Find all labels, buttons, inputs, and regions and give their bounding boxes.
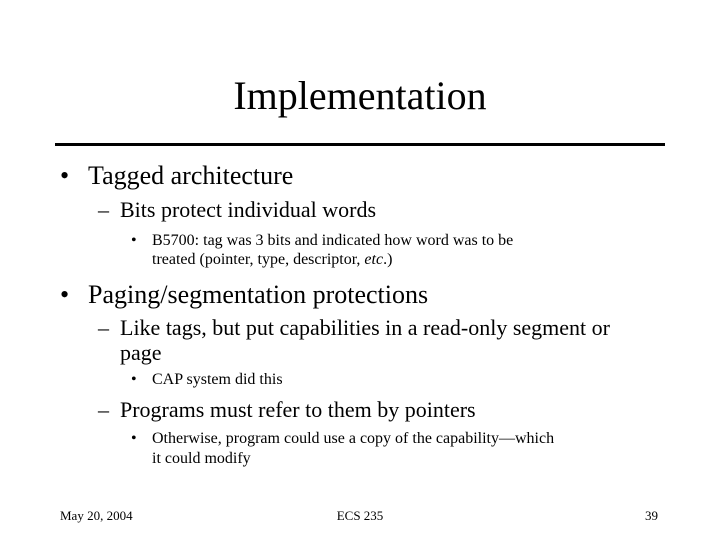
slide-title: Implementation [233,73,487,118]
subsub-otherwise-line2: it could modify [152,450,251,467]
bullet-tagged-architecture: Tagged architecture [88,161,294,190]
title-divider [55,143,665,146]
dash-marker: – [98,315,109,340]
footer-page-number: 39 [645,508,658,523]
footer-date: May 20, 2004 [60,508,133,523]
dash-marker: – [98,197,109,222]
bullet-marker: • [131,232,137,249]
bullet-marker: • [60,161,70,190]
dash-marker: – [98,397,109,422]
bullet-marker: • [131,430,137,447]
subsub-otherwise-line1: Otherwise, program could use a copy of the capability—which [152,430,555,447]
footer-course: ECS 235 [336,508,384,523]
bullet-marker: • [60,280,70,309]
bullet-marker: • [131,371,137,388]
subbullet-like-tags-line1: Like tags, but put capabilities in a read-only segment or [120,315,610,340]
subsub-b5700-line2: treated (pointer, type, descriptor, etc.) [152,251,393,268]
subbullet-bits-protect: Bits protect individual words [120,197,377,222]
subsub-cap-system: CAP system did this [152,371,283,388]
subsub-b5700-line1: B5700: tag was 3 bits and indicated how word was to be [152,232,514,249]
subbullet-like-tags-line2: page [120,340,162,365]
bullet-paging-segmentation: Paging/segmentation protections [88,280,429,309]
subbullet-programs-pointers: Programs must refer to them by pointers [120,397,476,422]
